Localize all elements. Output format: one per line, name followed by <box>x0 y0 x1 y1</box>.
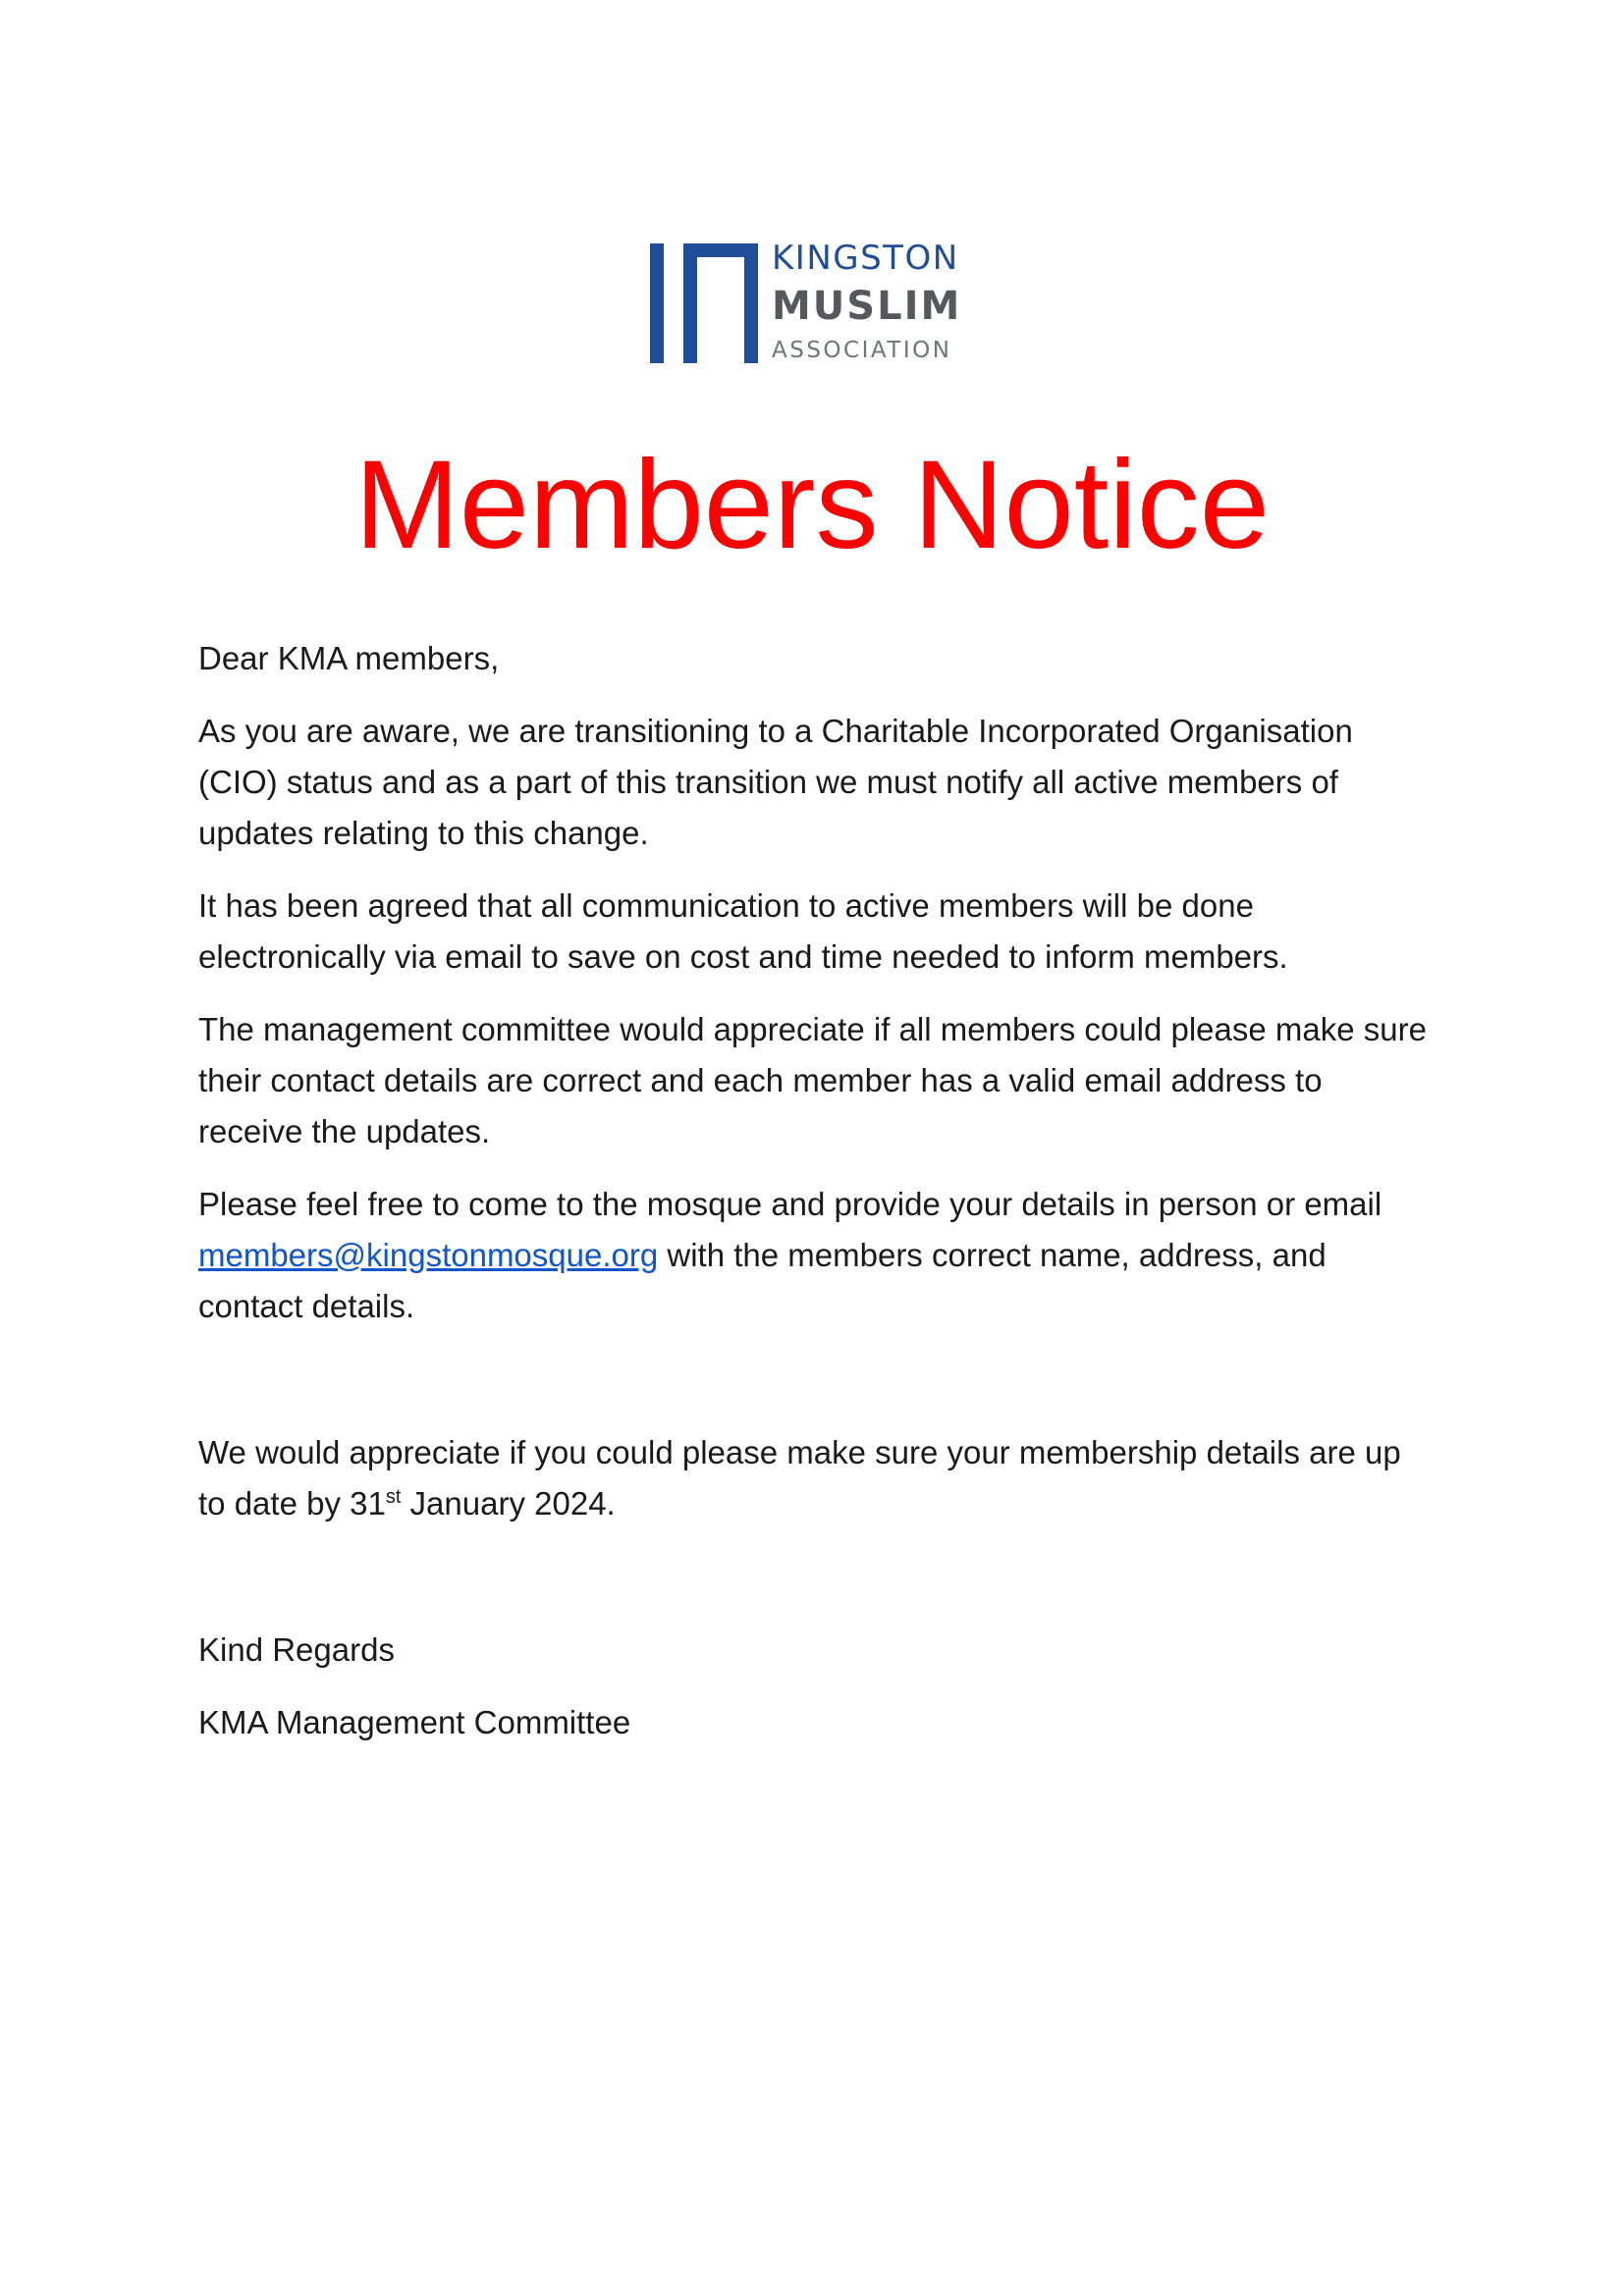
paragraph-deadline <box>198 1427 1435 1529</box>
kma-logo-mark-icon <box>648 243 766 363</box>
logo-word-muslim: MUSLIM <box>772 284 962 329</box>
provide-details-text-after: with the members correct name, address, and contact details. <box>198 1237 1326 1324</box>
deadline-text-before: We would appreciate if you could please make sure your membership details are up to date by 31 <box>198 1434 1401 1522</box>
greeting: Dear KMA members, <box>198 640 500 676</box>
kma-logo <box>648 236 1001 368</box>
deadline-text-after: January 2024. <box>401 1485 616 1522</box>
paragraph-provide-details <box>198 1179 1435 1332</box>
spacer <box>198 1354 1435 1427</box>
provide-details-text-before: Please feel free to come to the mosque and provide your details in person or email <box>198 1186 1382 1222</box>
letter-body <box>198 633 1435 1770</box>
ordinal-suffix: st <box>385 1486 402 1508</box>
closing: Kind Regards <box>198 1631 395 1668</box>
kma-logo-wordmark <box>772 236 1007 368</box>
spacer <box>198 1551 1435 1625</box>
logo-word-association: ASSOCIATION <box>772 338 952 363</box>
members-email-link[interactable]: members@kingstonmosque.org <box>198 1237 659 1273</box>
paragraph-email-communication: It has been agreed that all communication to active members will be done electronically via email to save on cost and time needed to inform members. <box>198 887 1288 975</box>
logo-word-kingston: KINGSTON <box>772 239 959 278</box>
page-title: Members Notice <box>354 435 1270 575</box>
signature: KMA Management Committee <box>198 1704 631 1740</box>
paragraph-cio-transition: As you are aware, we are transitioning to a Charitable Incorporated Organisation (CIO) status and as a part of this transition we must notify all active members of updates relating to this change. <box>198 713 1353 851</box>
paragraph-contact-details: The management committee would appreciate if all members could please make sure their contact details are correct and each member has a valid email address to receive the updates. <box>198 1011 1427 1149</box>
